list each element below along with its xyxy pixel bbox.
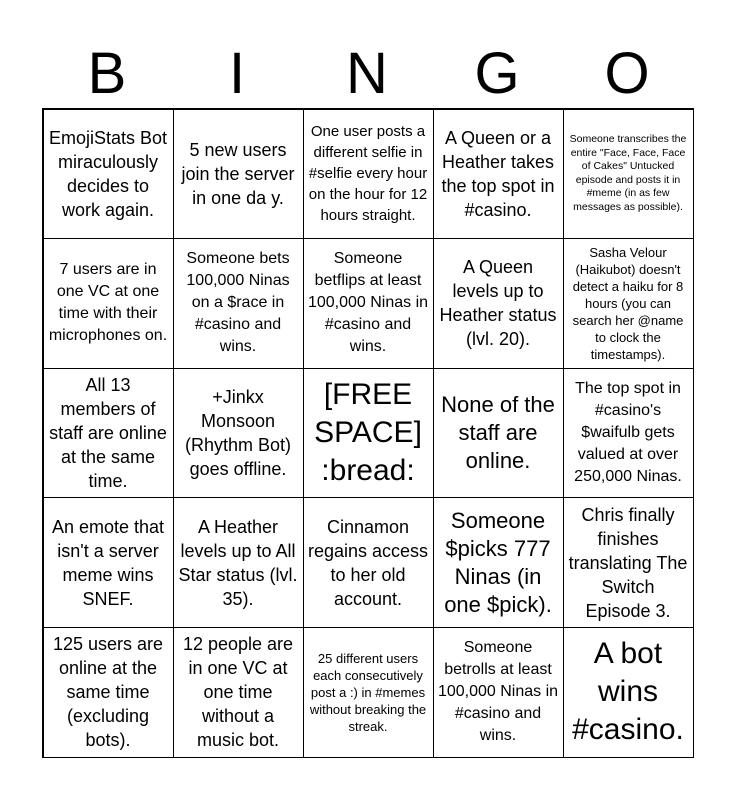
header-letter-b: B [87, 41, 127, 106]
bingo-cell[interactable]: 125 users are online at the same time (excluding bots). [43, 627, 174, 758]
bingo-cell[interactable]: 7 users are in one VC at one time with their microphones on. [43, 238, 174, 369]
bingo-cell[interactable]: EmojiStats Bot miraculously decides to work again. [43, 109, 174, 240]
bingo-board [42, 108, 694, 758]
bingo-cell[interactable]: A Heather levels up to All Star status (lvl. 35). [173, 497, 304, 628]
bingo-cell[interactable]: 5 new users join the server in one da y. [173, 109, 304, 240]
bingo-cell[interactable]: One user posts a different selfie in #selfie every hour on the hour for 12 hours straight. [303, 109, 434, 240]
free-space-cell[interactable]: [FREE SPACE] :bread: [303, 368, 434, 499]
bingo-cell[interactable]: 25 different users each consecutively post a :) in #memes without breaking the streak. [303, 627, 434, 758]
bingo-cell[interactable]: None of the staff are online. [433, 368, 564, 499]
bingo-cell[interactable]: A Queen levels up to Heather status (lvl. 20). [433, 238, 564, 369]
bingo-cell[interactable]: Someone bets 100,000 Ninas on a $race in #casino and wins. [173, 238, 304, 369]
bingo-cell[interactable]: Someone $picks 777 Ninas (in one $pick). [433, 497, 564, 628]
bingo-cell[interactable]: An emote that isn't a server meme wins SNEF. [43, 497, 174, 628]
bingo-cell[interactable]: Someone transcribes the entire "Face, Face, Face of Cakes" Untucked episode and posts it in #meme (in as few messages as possible). [563, 109, 694, 240]
bingo-cell[interactable]: 12 people are in one VC at one time without a music bot. [173, 627, 304, 758]
bingo-cell[interactable]: Cinnamon regains access to her old account. [303, 497, 434, 628]
header-letter-n: N [346, 41, 388, 106]
header-letter-o: O [604, 41, 650, 106]
bingo-cell[interactable]: All 13 members of staff are online at the same time. [43, 368, 174, 499]
bingo-cell[interactable]: The top spot in #casino's $waifulb gets valued at over 250,000 Ninas. [563, 368, 694, 499]
header-letter-i: I [228, 41, 246, 106]
bingo-cell[interactable]: A bot wins #casino. [563, 627, 694, 758]
bingo-cell[interactable]: A Queen or a Heather takes the top spot in #casino. [433, 109, 564, 240]
bingo-header [42, 40, 694, 108]
header-letter-g: G [474, 41, 520, 106]
bingo-cell[interactable]: Sasha Velour (Haikubot) doesn't detect a haiku for 8 hours (you can search her @name to clock the timestamps). [563, 238, 694, 369]
bingo-cell[interactable]: Someone betrolls at least 100,000 Ninas in #casino and wins. [433, 627, 564, 758]
bingo-cell[interactable]: +Jinkx Monsoon (Rhythm Bot) goes offline. [173, 368, 304, 499]
bingo-cell[interactable]: Chris finally finishes translating The Switch Episode 3. [563, 497, 694, 628]
bingo-cell[interactable]: Someone betflips at least 100,000 Ninas in #casino and wins. [303, 238, 434, 369]
